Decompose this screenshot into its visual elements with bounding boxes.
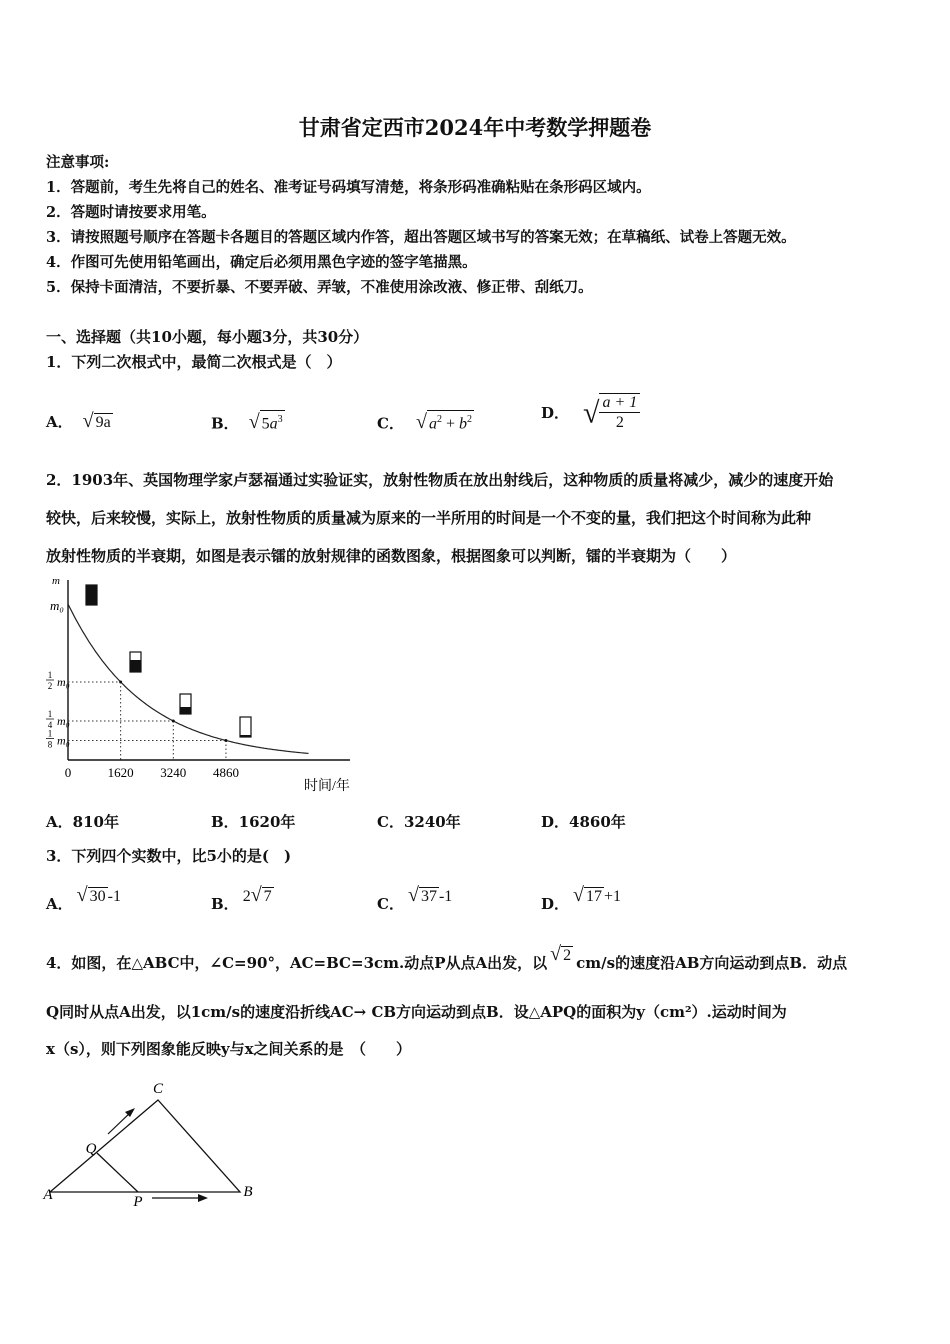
y-tick-label: m₀	[57, 733, 70, 748]
note-item: 4．作图可先使用铅笔画出，确定后必须用黑色字迹的签字笔描黑。	[46, 254, 477, 271]
q3-option-a: A． √ 30 -1	[46, 884, 121, 913]
q4-line1-post: cm/s的速度沿AB方向运动到点B．动点	[576, 954, 848, 972]
q3-stem: 3．下列四个实数中，比5小的是( )	[46, 847, 292, 865]
y-tick-frac-num: 1	[47, 670, 53, 680]
label-b: B	[243, 1184, 253, 1200]
section-heading: 一、选择题（共10小题，每小题3分，共30分）	[46, 328, 369, 346]
decay-chart	[40, 572, 370, 797]
label-a: A	[43, 1187, 53, 1203]
y-tick-frac-num: 1	[47, 728, 53, 739]
option-label: A．	[46, 895, 73, 913]
q3-option-c: C． √ 37 -1	[377, 884, 453, 913]
note-item: 5．保持卡面清洁，不要折暴、不要弄破、弄皱，不准使用涂改液、修正带、刮纸刀。	[46, 279, 593, 296]
label-q: Q	[85, 1141, 97, 1157]
q2-option-b: B．1620年	[211, 813, 296, 831]
q3-d-radicand: 17	[586, 888, 602, 905]
option-label: C．	[377, 414, 404, 433]
q1-c-a: a	[428, 415, 437, 433]
data-point	[172, 720, 175, 723]
notes-heading: 注意事项:	[46, 154, 110, 171]
option-label: D．	[541, 895, 570, 913]
q3-c-tail: -1	[438, 888, 453, 905]
sample-fill	[86, 585, 97, 605]
x-tick-label: 1620	[107, 765, 134, 780]
q3-c-radicand: 37	[420, 888, 437, 905]
q1-b-var: a	[269, 415, 278, 433]
q3-d-tail: +1	[604, 888, 622, 905]
triangle-figure	[40, 1072, 270, 1212]
q4-line: x（s），则下列图象能反映y与x之间关系的是 （ ）	[46, 1040, 412, 1058]
q4-sqrt2: 2	[563, 947, 572, 964]
q1-stem: 1．下列二次根式中，最简二次根式是（ ）	[46, 353, 342, 371]
note-item: 2．答题时请按要求用笔。	[46, 204, 216, 221]
option-label: D．	[541, 404, 570, 423]
sample-fill	[240, 735, 251, 737]
q1-b-exp: 3	[277, 414, 283, 425]
note-item: 1．答题前，考生先将自己的姓名、准考证号码填写清楚，将条形码准确粘贴在条形码区域内。	[46, 179, 651, 196]
x-axis-label: 时间/年	[304, 779, 350, 794]
q1-option-c: C． √ $a^2 + b^2$	[377, 411, 472, 434]
q1-a-radicand: 9a	[95, 414, 111, 431]
q2-option-d: D．4860年	[541, 813, 626, 831]
triangle-abc	[50, 1100, 240, 1192]
y-tick-frac-den: 4	[47, 720, 53, 730]
q1-b-coef: 5	[261, 415, 270, 433]
q1-d-numerator: a + 1	[599, 394, 640, 413]
option-label: B．	[211, 895, 239, 913]
q4-line: Q同时从点A出发，以1cm/s的速度沿折线AC→ CB方向运动到点B．设△APQ的面积为y（cm²）.运动时间为	[46, 1003, 787, 1021]
note-item: 3．请按照题号顺序在答题卡各题目的答题区域内作答，超出答题区域书写的答案无效；在草稿纸、试卷上答题无效。	[46, 229, 796, 246]
y-tick-label: m₀	[57, 714, 70, 728]
page-title: 甘肃省定西市2024年中考数学押题卷	[298, 115, 652, 140]
y-tick-label: m₀	[57, 675, 70, 689]
q1-c-exp-a: 2	[436, 414, 442, 425]
y-tick-frac-den: 2	[47, 681, 53, 691]
sample-fill	[180, 707, 191, 714]
q1-option-b: B． √ $5a^3$	[211, 411, 283, 434]
q1-option-a: A． √ 9a	[46, 410, 111, 432]
y-tick-frac-den: 8	[47, 739, 53, 750]
q1-d-denominator: 2	[615, 414, 624, 431]
q3-a-tail: -1	[107, 888, 121, 905]
option-label: B．	[211, 414, 239, 433]
q3-b-coef: 2	[242, 888, 251, 905]
segment-qp	[97, 1153, 138, 1192]
label-p: P	[133, 1194, 143, 1210]
q3-option-b: B． 2√ 7	[211, 884, 272, 913]
data-point	[224, 739, 227, 742]
y-axis-label: m	[52, 575, 60, 587]
series-line	[68, 604, 309, 753]
x-tick-label: 4860	[212, 765, 239, 780]
q2-option-a: A．810年	[46, 813, 119, 831]
y-tick-frac-num: 1	[47, 709, 53, 719]
label-c: C	[152, 1081, 164, 1097]
q3-option-d: D． √ 17 +1	[541, 884, 622, 913]
option-label: A．	[46, 413, 73, 431]
arrow-head-ab	[198, 1194, 208, 1202]
x-tick-label: 0	[64, 765, 72, 780]
q4-line: 4．如图，在△ABC中，∠C=90°，AC=BC=3cm.动点P从点A出发，以 √ 2 cm/s的速度沿AB方向运动到点B．动点	[46, 943, 848, 972]
option-label: C．	[377, 895, 404, 913]
y-tick-label: m₀	[50, 598, 64, 613]
q1-c-b: b	[458, 415, 467, 433]
q2-line: 放射性物质的半衰期，如图是表示镭的放射规律的函数图象，根据图象可以判断，镭的半衰期为（ ）	[46, 547, 737, 565]
sample-container	[240, 717, 251, 737]
q1-c-plus: +	[445, 415, 455, 433]
q1-c-exp-b: 2	[466, 414, 472, 425]
q3-b-radicand: 7	[263, 888, 272, 905]
data-point	[119, 681, 122, 684]
q2-line: 较快，后来较慢，实际上，放射性物质的质量减为原来的一半所用的时间是一个不变的量，我们把这个时间称为此种	[46, 509, 812, 527]
q1-option-d: D． √ $\frac{a + 1}{2}$	[541, 393, 640, 433]
q3-a-radicand: 30	[89, 888, 106, 905]
q2-line: 2．1903年、英国物理学家卢瑟福通过实验证实，放射性物质在放出射线后，这种物质的质量将减少，减少的速度开始	[46, 471, 834, 489]
x-tick-label: 3240	[160, 765, 187, 780]
q2-option-c: C．3240年	[377, 813, 461, 831]
sample-fill	[130, 660, 141, 672]
q4-line1-pre: 4．如图，在△ABC中，∠C=90°，AC=BC=3cm.动点P从点A出发，以	[46, 954, 548, 972]
